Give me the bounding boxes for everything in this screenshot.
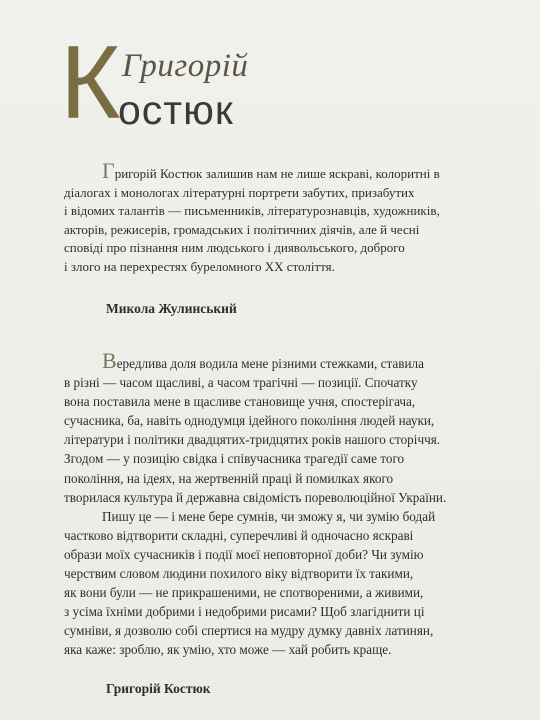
text2-line-15: сумніви, я дозволю собі спертися на мудру думку давніх латинян,	[64, 623, 434, 639]
logo-first-name: Григорій	[122, 48, 249, 84]
logo-initial-k: К	[60, 25, 121, 141]
editor-signature: Микола Жулинський	[106, 301, 237, 316]
author-signature: Григорій Костюк	[106, 681, 211, 696]
text2-line-12: черствим словом людини похилого віку відтворити їх такими,	[64, 566, 414, 582]
text2-line-3: вона поставила мене в щасливе становище учня, спостерігача,	[64, 394, 416, 410]
text2-line-5: літератури і політики двадцятих-тридцятих років нашого сторіччя.	[64, 432, 441, 448]
quote1-dropcap: Г	[102, 158, 115, 183]
editor-quote	[64, 160, 484, 276]
quote1-line-6: і злого на перехрестях буреломного XX століття.	[64, 258, 335, 274]
logo-last-name-rest: остюк	[118, 87, 234, 133]
text2-line-6: Згодом — у позицію свідка і співучасника трагедії саме того	[64, 451, 405, 467]
author-quote	[64, 350, 504, 660]
quote1-line-2: діалогах і монологах літературні портрети забутих, призабутих	[64, 184, 415, 200]
text2-line-4: сучасника, ба, навіть однодумця ідейного покоління людей науки,	[64, 413, 435, 429]
author-logo	[56, 25, 266, 141]
text2-line-13: як вони були — не прикрашеними, не спотвореними, а живими,	[64, 585, 424, 601]
text2-line-1: Вередлива доля водила мене різними стежками, ставила	[102, 348, 424, 373]
text2-dropcap: В	[102, 348, 117, 373]
text2-line-14: з усіма їхніми добрими і недобрими рисами? Щоб злагіднити ці	[64, 604, 425, 620]
text2-line-9: Пишу це — і мене бере сумнів, чи зможу я, чи зумію бодай	[102, 508, 436, 524]
text2-line-2: в різні — часом щасливі, а часом трагічні — позиції. Спочатку	[64, 375, 418, 391]
text2-line-16: яка каже: зроблю, як умію, хто може — хай робить краще.	[64, 642, 392, 658]
text2-line-10: частково відтворити складні, суперечливі й одночасно яскраві	[64, 527, 414, 543]
quote1-line-4: акторів, режисерів, громадських і політичних діячів, але й чесні	[64, 221, 420, 237]
text2-line-8: творилася культура й державна свідомість пореволюційної України.	[64, 489, 447, 505]
quote1-line-3: і відомих талантів — письменників, літературознавців, художників,	[64, 203, 440, 218]
text2-line-7: покоління, на ідеях, на жертвенній праці й помилках якого	[64, 470, 394, 486]
quote1-line-5: сповіді про пізнання ним людського і диявольського, доброго	[64, 240, 405, 255]
quote1-line-1: Григорій Костюк залишив нам не лише яскраві, колоритні в	[102, 158, 440, 183]
text2-line-11: образи моїх сучасників і події моєї неповторної доби? Чи зумію	[64, 546, 424, 562]
